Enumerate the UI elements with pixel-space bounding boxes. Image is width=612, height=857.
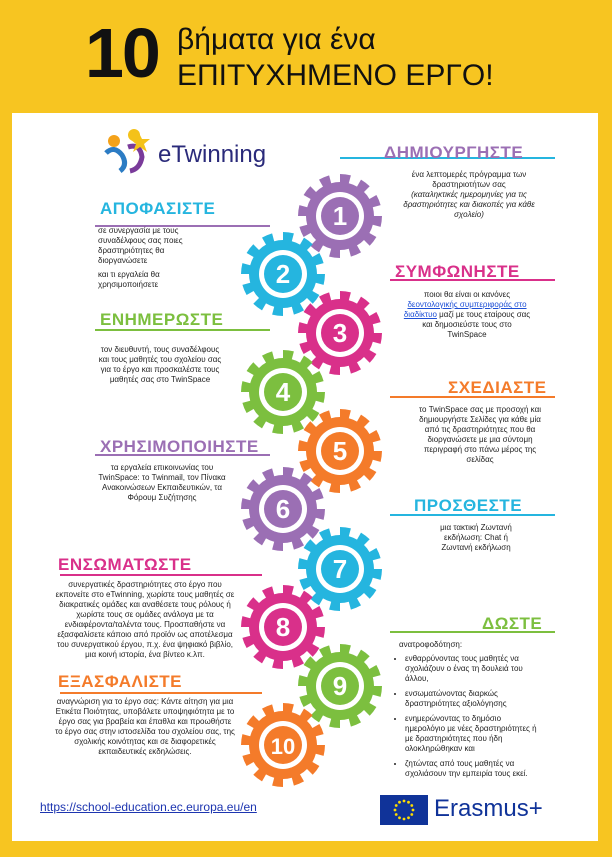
netiquette-link[interactable]: δεοντολογικής συμπεριφοράς στο διαδίκτυο: [403, 300, 527, 319]
step5-heading: ΣΧΕΔΙΑΣΤΕ: [448, 378, 547, 397]
gear-icon: [241, 703, 325, 787]
eu-star-icon: [407, 816, 410, 819]
list-item: • ζητώντας από τους μαθητές να σχολιάσουν την εμπειρία τους εκεί.: [405, 759, 543, 779]
step9-text: [395, 640, 543, 784]
gear-number: 2: [275, 259, 291, 289]
eu-star-icon: [410, 813, 413, 816]
eu-star-icon: [398, 816, 401, 819]
school-education-link[interactable]: https://school-education.ec.europa.eu/en: [40, 800, 257, 814]
step5-text: το TwinSpace σας με προσοχή και δημιουργήστε Σελίδες για κάθε μία από τις δραστηριότητες που θα διοργανώσετε με μια σύντομη περιγραφή στο πάνω μέρος της σελίδας: [419, 405, 541, 464]
step4-heading: ΕΝΗΜΕΡΩΣΤΕ: [100, 310, 224, 329]
step6-heading: ΧΡΗΣΙΜΟΠΟΙΗΣΤΕ: [100, 437, 259, 456]
step1-text: [400, 170, 538, 220]
eu-star-icon: [403, 818, 406, 821]
eu-star-icon: [394, 809, 397, 812]
eu-star-icon: [412, 809, 415, 812]
gear-number: 7: [332, 554, 348, 584]
step1-heading: ΔΗΜΙΟΥΡΓΗΣΤΕ: [384, 143, 524, 162]
gear-number: 9: [332, 671, 348, 701]
gear-number: 4: [275, 377, 291, 407]
gear-number: 8: [275, 612, 291, 642]
gear-number: 6: [275, 494, 291, 524]
gear-number: 1: [332, 201, 348, 231]
gear-icon: [241, 585, 325, 669]
eu-star-icon: [395, 804, 398, 807]
step7-heading: ΠΡΟΣΘΕΣΤΕ: [414, 496, 523, 515]
step2-body: σε συνεργασία με τους συναδέλφους σας ποιες δραστηριότητες θα διοργανώσετε: [98, 226, 183, 265]
step7-text: μια τακτική Ζωντανή εκδήλωση: Chat ή Ζωντανή εκδήλωση: [440, 523, 512, 552]
step9-intro: ανατροφοδότηση:: [399, 640, 463, 649]
step4-text: τον διευθυντή, τους συναδέλφους και τους μαθητές του σχολείου σας για το έργο και προσκαλέστε τους μαθητές σας στο TwinSpace: [98, 345, 222, 384]
list-item: • ενημερώνοντας το δημόσιο ημερολόγιο με νέες δραστηριότητες ή με δραστηριότητες που ήδη ολοκληρώθηκαν και: [405, 714, 543, 754]
list-item: • ενθαρρύνοντας τους μαθητές να σχολιάζουν ο ένας τη δουλειά του άλλου,: [405, 654, 543, 684]
eu-star-icon: [407, 801, 410, 804]
list-item: • ενσωματώνοντας διαρκώς δραστηριότητες αξιολόγησης: [405, 689, 543, 709]
step3-heading: ΣΥΜΦΩΝΗΣΤΕ: [395, 262, 520, 281]
title-number: 10: [85, 14, 159, 92]
step9-bullets: [395, 654, 543, 779]
title-line1: βήματα για ένα: [177, 23, 376, 56]
etwinning-logo-text: eTwinning: [158, 141, 267, 168]
step8-heading: ΕΝΣΩΜΑΤΩΣΤΕ: [58, 555, 192, 574]
step10-heading: ΕΞΑΣΦΑΛΙΣΤΕ: [58, 672, 183, 691]
step1-note: (καταληκτικές ημερομηνίες για τις δραστηριότητες και διακοπές για κάθε σχολείο): [403, 190, 535, 219]
step10-text: αναγνώριση για το έργο σας: Κάντε αίτηση για μια Ετικέτα Ποιότητας, υποβάλετε υποψηφιότητα με το έργο σας για βραβεία και έπαθλα και προωθήστε το έργο σας στην ιστοσελίδα του σχολείου σας, της σχολικής κοινότητας και σε διαφορετικές εκπαιδευτικές εκδηλώσεις.: [55, 697, 235, 756]
step3-text: [403, 290, 531, 340]
step3-pre: ποιοι θα είναι οι κανόνες: [423, 290, 511, 299]
step8-text: συνεργατικές δραστηριότητες στο έργο που εκπονείτε στο eTwinning, χωρίστε τους μαθητές σε διακρατικές ομάδες και αναθέσετε τους ρόλους ή χωρίστε τους σε ομάδες ανάλογα με τα ενδιαφέροντα/ταλέντα τους. Προσπαθήστε να εξασφαλίσετε κάποιο από προϊόν ως αποτέλεσμα του συνεργατικού έργου, π.χ. ένα ψηφιακό βιβλίο, μια κοινή ιστορία, ένα βίντεο κ.λπ.: [55, 580, 235, 659]
eu-flag-icon: [380, 795, 428, 825]
gear-icon: [241, 232, 325, 316]
eu-star-icon: [395, 813, 398, 816]
gear-icon: [241, 467, 325, 551]
step9-heading: ΔΩΣΤΕ: [482, 614, 543, 633]
eu-star-icon: [398, 801, 401, 804]
step2-tools: και τι εργαλεία θα χρησιμοποιήσετε: [98, 270, 160, 289]
eu-star-icon: [410, 804, 413, 807]
gear-number: 5: [332, 436, 348, 466]
step1-body: ένα λεπτομερές πρόγραμμα των δραστηριοτήτων σας: [411, 170, 527, 189]
step6-text: τα εργαλεία επικοινωνίας του TwinSpace: το Twinmail, τον Πίνακα Ανακοινώσεων Εκπαιδευτικών, τα Φόρουμ Συζήτησης: [98, 463, 226, 502]
step2-heading: ΑΠΟΦΑΣΙΣΤΕ: [100, 199, 216, 218]
gear-number: 10: [270, 734, 296, 759]
step2-text: [98, 226, 210, 290]
erasmus-logo-text: Erasmus+: [434, 795, 543, 822]
title-line2: ΕΠΙΤΥΧΗΜΕΝΟ ΕΡΓΟ!: [177, 59, 494, 92]
eu-star-icon: [403, 800, 406, 803]
gear-number: 3: [332, 318, 348, 348]
gear-icon: [241, 350, 325, 434]
step3-post: μαζί με τους εταίρους σας και δημοσιεύστε τους στο TwinSpace: [422, 310, 531, 339]
